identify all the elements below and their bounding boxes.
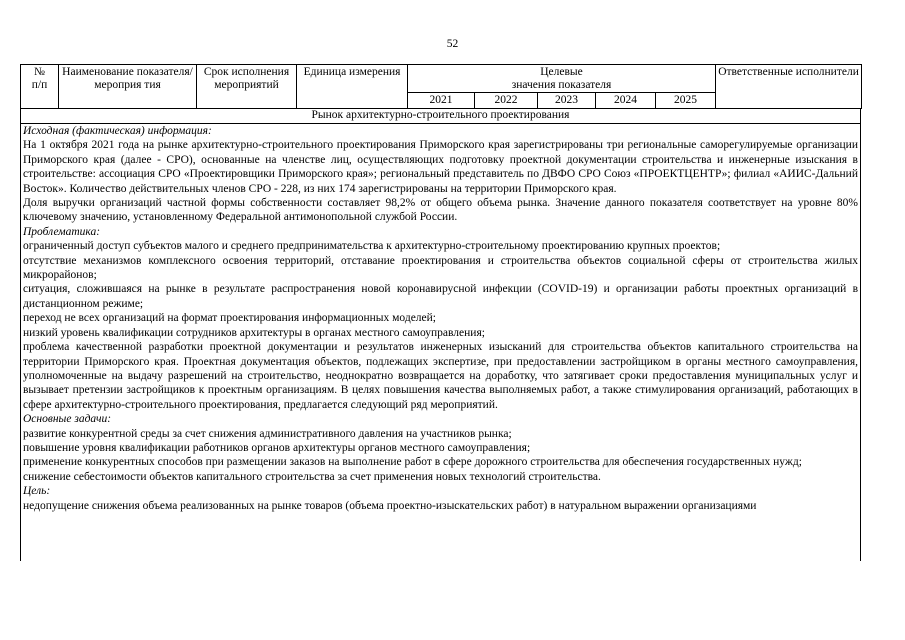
col-deadline-header: Срок исполнения мероприятий [197,65,297,109]
paragraph: недопущение снижения объема реализованных на рынке товаров (объема проектно-изыскательских работ) в натуральном выражении организациями [23,499,757,512]
paragraph: низкий уровень квалификации сотрудников архитектуры в органах местного самоуправления; [23,326,485,339]
section-content [20,124,861,561]
paragraph-heading: Цель: [23,485,51,498]
paragraph: применение конкурентных способов при размещении заказов на выполнение работ в сфере дорожного строительства для обеспечения государственных нужд; [23,456,802,469]
col-name-header: Наименование показателя/мероприя тия [59,65,197,109]
document-body [20,64,861,561]
year-2021: 2021 [408,93,475,109]
paragraph-heading: Исходная (фактическая) информация: [23,125,212,137]
col-number-header [21,65,59,109]
paragraph: развитие конкурентной среды за счет снижения административного давления на участников рынка; [23,427,512,440]
page-number: 52 [446,38,459,50]
col-responsible-header: Ответственные исполнители [716,65,862,109]
col-unit-header: Единица измерения [297,65,408,109]
paragraph: Доля выручки организаций частной формы собственности составляет 98,2% от общего объема рынка. Значение данного показателя соответствует на уровне 80% ключевому значению, установленному Федеральной антимонопольной службой России. [23,197,858,224]
table-header [20,64,862,109]
col-target-label: Целевые значения показателя [511,66,612,91]
year-2025: 2025 [656,93,716,109]
paragraph: повышение уровня квалификации работников органов архитектуры органов местного самоуправления; [23,441,531,454]
paragraph: ситуация, сложившаяся на рынке в результате распространения новой коронавирусной инфекции (COVID-19) и организации работы проектных организаций в дистанционном режиме; [23,283,858,310]
paragraph-heading: Основные задачи: [23,413,112,426]
paragraph: На 1 октября 2021 года на рынке архитектурно-строительного проектирования Приморского края зарегистрированы три региональные саморегулируемые организации Приморского края (далее - СРО), основанные на членстве лиц, осуществляющих подготовку проектной документации строительства и инженерные изыскания в строительстве: ассоциация СРО «Проектировщики Приморского края»; региональный представитель по ДВФО СРО Союз «ПРОЕКТЦЕНТР»; филиал «АИИС-Дальний Восток». Количество действительных членов СРО - 228, из них 174 зарегистрированы на территории Приморского края. [23,139,858,195]
paragraph: снижение себестоимости объектов капитального строительства за счет применения новых технологий строительства. [23,470,601,483]
col-target-header [408,65,716,93]
year-2024: 2024 [596,93,656,109]
paragraph: переход не всех организаций на формат проектирования информационных моделей; [23,312,436,325]
paragraph: проблема качественной разработки проектной документации и результатов инженерных изысканий для строительства объектов капитального строительства на территории Приморского края. Проектная документация объектов, подлежащих экспертизе, при предоставлении застройщиком в органы местного самоуправления, уполномоченные на выдачу разрешений на строительство, неоднократно возвращается на доработку, что затягивает сроки предоставления муниципальных услуг и вызывает претензии застройщиков к проектным организациям. В целях повышения качества выполняемых работ, а также стимулирования организаций, работающих в сфере архитектурно-строительного проектирования, предлагается следующий ряд мероприятий. [23,341,858,411]
year-2022: 2022 [475,93,538,109]
section-title: Рынок архитектурно-строительного проектирования [20,109,861,124]
paragraph: ограниченный доступ субъектов малого и среднего предпринимательства к архитектурно-строительному проектированию крупных проектов; [23,240,721,253]
paragraph-heading: Проблематика: [23,225,101,238]
col-number-label: № п/п [31,66,48,91]
paragraph: отсутствие механизмов комплексного освоения территорий, отставание проектирования и строительства объектов социальной сферы от строительства жилых микрорайонов; [23,254,858,282]
year-2023: 2023 [538,93,596,109]
